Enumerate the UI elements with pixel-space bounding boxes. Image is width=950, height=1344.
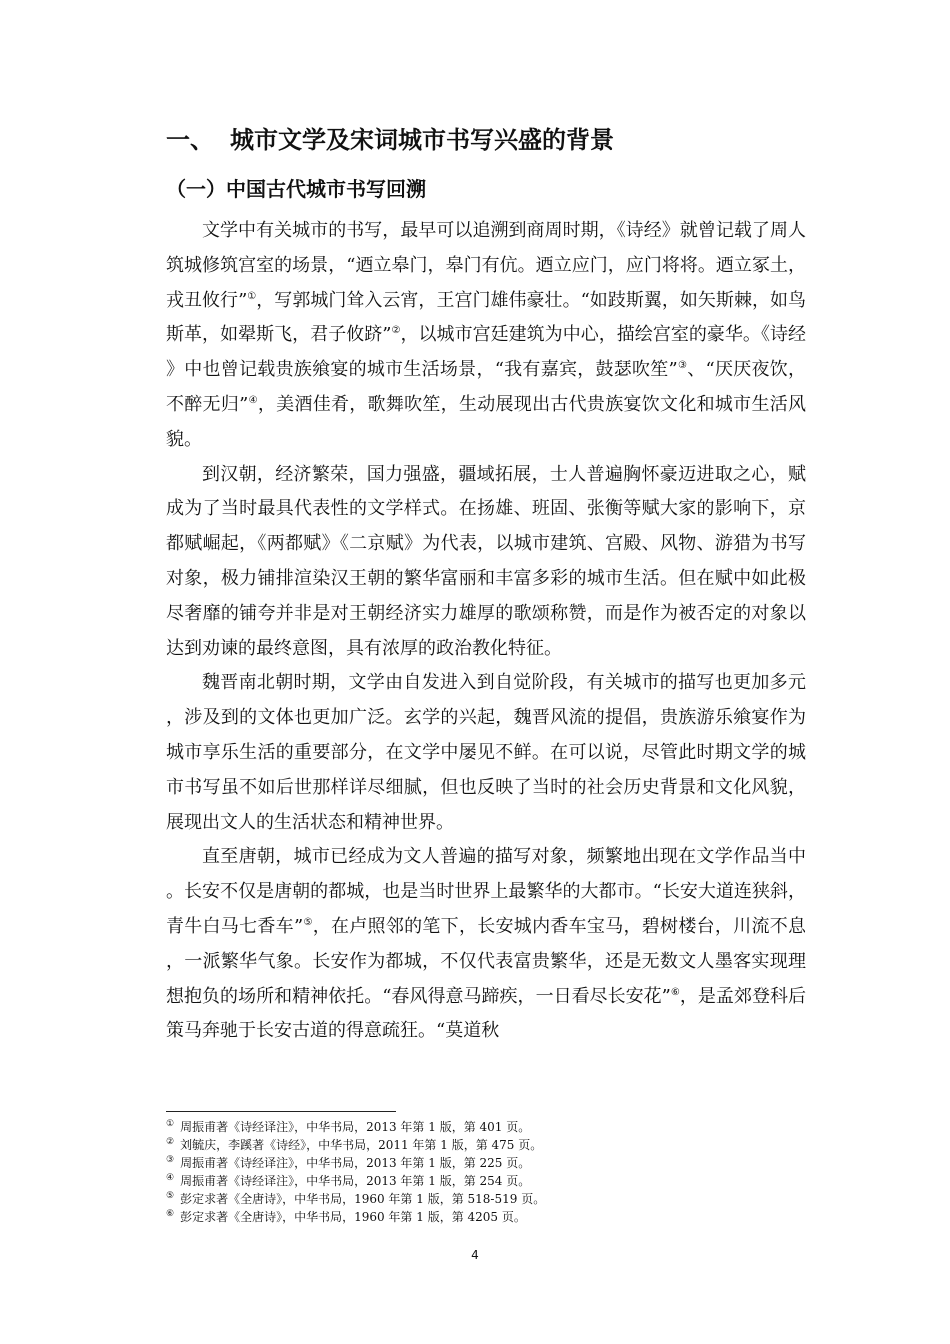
footnote: [166, 1172, 806, 1190]
paragraph: [166, 458, 806, 667]
paragraph: [166, 214, 806, 458]
footnote: [166, 1208, 806, 1226]
footnote: [166, 1118, 806, 1136]
footnote: [166, 1190, 806, 1208]
footnote-reference: ①: [247, 290, 257, 302]
footnote-mark: ①: [166, 1119, 175, 1129]
footnote-divider: [166, 1111, 396, 1112]
footnotes: [166, 1118, 806, 1226]
paragraph-text: ，以城市宫廷建筑为中心，描绘宫室的豪华。《诗经》中也曾记载贵族飨宴的城市生活场景，“我有嘉宾，鼓瑟吹笙”: [166, 324, 807, 381]
paragraph-text: 魏晋南北朝时期，文学由自发进入到自觉阶段，有关城市的描写也更加多元，涉及到的文体也更加广泛。玄学的兴起，魏晋风流的提倡，贵族游乐飨宴作为城市享乐生活的重要部分，在文学中屡见不鲜。在可以说，尽管此时期文学的城市书写虽不如后世那样详尽细腻，但也反映了当时的社会历史背景和文化风貌，展现出文人的生活状态和精神世界。: [166, 672, 806, 833]
page-number: 4: [471, 1248, 479, 1262]
footnote-reference: ④: [248, 394, 258, 406]
paragraph-text: ，美酒佳肴，歌舞吹笙，生动展现出古代贵族宴饮文化和城市生活风貌。: [166, 393, 806, 450]
footnote-mark: ④: [166, 1173, 175, 1183]
footnote-mark: ⑥: [166, 1209, 175, 1219]
footnote-mark: ⑤: [166, 1191, 175, 1201]
section-title: 城市文学及宋词城市书写兴盛的背景: [230, 126, 614, 154]
paragraph: [166, 840, 806, 1049]
footnote-mark: ②: [166, 1137, 175, 1147]
footnote-reference: ③: [677, 360, 688, 372]
subsection-heading: （一）中国古代城市书写回溯: [166, 177, 426, 201]
paragraph-text: 到汉朝，经济繁荣，国力强盛，疆域拓展，士人普遍胸怀豪迈进取之心，赋成为了当时最具代表性的文学样式。在扬雄、班固、张衡等赋大家的影响下，京都赋崛起，《两都赋》《二京赋》为代表，以城市建筑、宫殿、风物、游猎为书写对象，极力铺排渲染汉王朝的繁华富丽和丰富多彩的城市生活。但在赋中如此极尽奢靡的铺夸并非是对王朝经济实力雄厚的歌颂称赞，而是作为被否定的对象以达到劝谏的最终意图，具有浓厚的政治教化特征。: [166, 463, 806, 659]
body-text: [166, 214, 806, 1049]
footnote-text: 周振甫著《诗经译注》，中华书局，2013 年第 1 版，第 225 页。: [180, 1156, 531, 1170]
paragraph-text: 文学中有关城市的书写，最早可以追溯到商周时期，《诗经》就曾记载了周人筑城修筑宫室的场景，“迺立皋门，皋门有伉。迺立应门，应门将将。迺立冢土，戎丑攸行”: [166, 220, 806, 311]
footnote-text: 周振甫著《诗经译注》，中华书局，2013 年第 1 版，第 401 页。: [180, 1120, 531, 1134]
footnote-reference: ⑥: [670, 986, 680, 998]
paragraph-text: ，在卢照邻的笔下，长安城内香车宝马，碧树楼台，川流不息，一派繁华气象。长安作为都城，不仅代表富贵繁华，还是无数文人墨客实现理想抱负的场所和精神依托。“春风得意马蹄疾，一日看尽长安花”: [166, 915, 807, 1007]
paragraph-text: ，写郭城门耸入云宵，王宫门雄伟豪壮。“如跂斯翼，如矢斯棘，如鸟斯革，如翚斯飞，君子攸跻”: [166, 289, 807, 346]
footnote-text: 刘毓庆，李蹊著《诗经》，中华书局，2011 年第 1 版，第 475 页。: [180, 1138, 543, 1152]
footnote-text: 彭定求著《全唐诗》，中华书局，1960 年第 1 版，第 4205 页。: [180, 1210, 526, 1224]
section-number: 一、: [166, 126, 214, 154]
footnote-reference: ②: [391, 325, 401, 337]
footnote-mark: ③: [166, 1155, 175, 1165]
footnote-reference: ⑤: [303, 916, 313, 928]
section-heading: [166, 122, 806, 158]
footnote: [166, 1136, 806, 1154]
footnote: [166, 1154, 806, 1172]
footnote-text: 周振甫著《诗经译注》，中华书局，2013 年第 1 版，第 254 页。: [180, 1174, 531, 1188]
paragraph-text: 直至唐朝，城市已经成为文人普遍的描写对象，频繁地出现在文学作品当中。长安不仅是唐朝的都城，也是当时世界上最繁华的大都市。“长安大道连狭斜，青牛白马七香车”: [166, 846, 806, 937]
paragraph: [166, 666, 806, 840]
paragraph-text: 、“厌厌夜饮，不醉无归”: [166, 359, 807, 415]
paragraph-text: ，是孟郊登科后策马奔驰于长安古道的得意疏狂。“莫道秋: [166, 985, 806, 1042]
footnote-text: 彭定求著《全唐诗》，中华书局，1960 年第 1 版，第 518-519 页。: [180, 1192, 546, 1206]
